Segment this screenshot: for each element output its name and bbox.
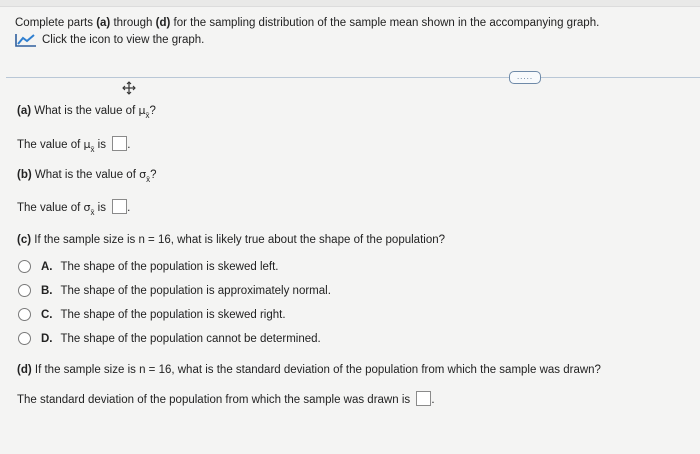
instructions-suffix: for the sampling distribution of the sample mean shown in the accompanying graph. <box>170 17 600 29</box>
radio-button[interactable] <box>18 308 31 321</box>
radio-button[interactable] <box>18 332 31 345</box>
mu-symbol: μ <box>83 138 91 151</box>
part-b-answer-box[interactable] <box>112 199 127 214</box>
option-a[interactable] <box>18 260 279 273</box>
is-text: is <box>94 202 110 214</box>
graph-link[interactable] <box>15 33 204 47</box>
xbar-subscript: x̄ <box>145 111 150 120</box>
part-d-question-text: If the sample size is n = 16, what is the standard deviation of the population from which the sample was drawn? <box>34 364 601 376</box>
xbar-subscript: x̄ <box>146 175 151 184</box>
period: . <box>127 202 131 214</box>
option-b[interactable] <box>18 284 331 297</box>
part-b-question-text: What is the value of <box>34 169 140 181</box>
option-letter: A. <box>41 260 53 273</box>
option-text[interactable]: The shape of the population is approximately normal. <box>60 284 331 297</box>
part-d-answer-text: The standard deviation of the population from which the sample was drawn is <box>17 394 414 406</box>
part-a-tag: (a) <box>17 105 32 117</box>
part-a-question-text: What is the value of <box>34 105 139 117</box>
part-c-question <box>17 232 445 248</box>
instructions <box>15 14 599 32</box>
part-d-tag: (d) <box>17 364 32 376</box>
option-text[interactable]: The shape of the population is skewed right. <box>60 308 286 321</box>
option-text[interactable]: The shape of the population cannot be determined. <box>60 332 321 345</box>
part-d-question <box>17 362 601 378</box>
part-b-tag: (b) <box>17 169 32 181</box>
instructions-through: through <box>110 17 156 29</box>
top-strip <box>0 0 700 7</box>
part-a-answer-box[interactable] <box>112 136 127 151</box>
more-button[interactable]: ..... <box>509 71 541 84</box>
part-a-answer-text: The value of <box>17 139 84 151</box>
part-c-question-text: If the sample size is n = 16, what is likely true about the shape of the population? <box>34 234 446 246</box>
sigma-symbol: σ <box>139 168 147 181</box>
xbar-subscript: x̄ <box>90 145 95 154</box>
part-d-answer <box>17 391 435 408</box>
question-mark: ? <box>149 105 156 117</box>
instructions-prefix: Complete parts <box>15 17 97 29</box>
graph-icon[interactable] <box>15 33 37 47</box>
option-letter: B. <box>41 284 53 297</box>
part-c-tag: (c) <box>17 234 32 246</box>
is-text: is <box>94 139 110 151</box>
question-mark: ? <box>150 169 157 181</box>
part-a-question <box>17 103 156 124</box>
part-b-question <box>17 167 156 188</box>
period: . <box>127 139 131 151</box>
instructions-part-a: (a) <box>96 17 111 29</box>
part-a-answer <box>17 136 130 158</box>
part-b-answer <box>17 199 130 221</box>
instructions-part-d: (d) <box>155 17 171 29</box>
graph-link-label[interactable]: Click the icon to view the graph. <box>42 34 205 46</box>
part-d-answer-box[interactable] <box>416 391 431 406</box>
option-letter: D. <box>41 332 53 345</box>
period: . <box>431 394 435 406</box>
radio-button[interactable] <box>18 284 31 297</box>
section-divider <box>6 77 700 78</box>
option-letter: C. <box>41 308 53 321</box>
radio-button[interactable] <box>18 260 31 273</box>
part-b-answer-text: The value of <box>17 202 84 214</box>
option-c[interactable] <box>18 308 286 321</box>
mu-symbol: μ <box>138 104 146 117</box>
option-text[interactable]: The shape of the population is skewed left. <box>60 260 279 273</box>
xbar-subscript: x̄ <box>90 208 95 217</box>
move-icon[interactable] <box>122 81 136 95</box>
sigma-symbol: σ <box>83 201 91 214</box>
option-d[interactable] <box>18 332 321 345</box>
